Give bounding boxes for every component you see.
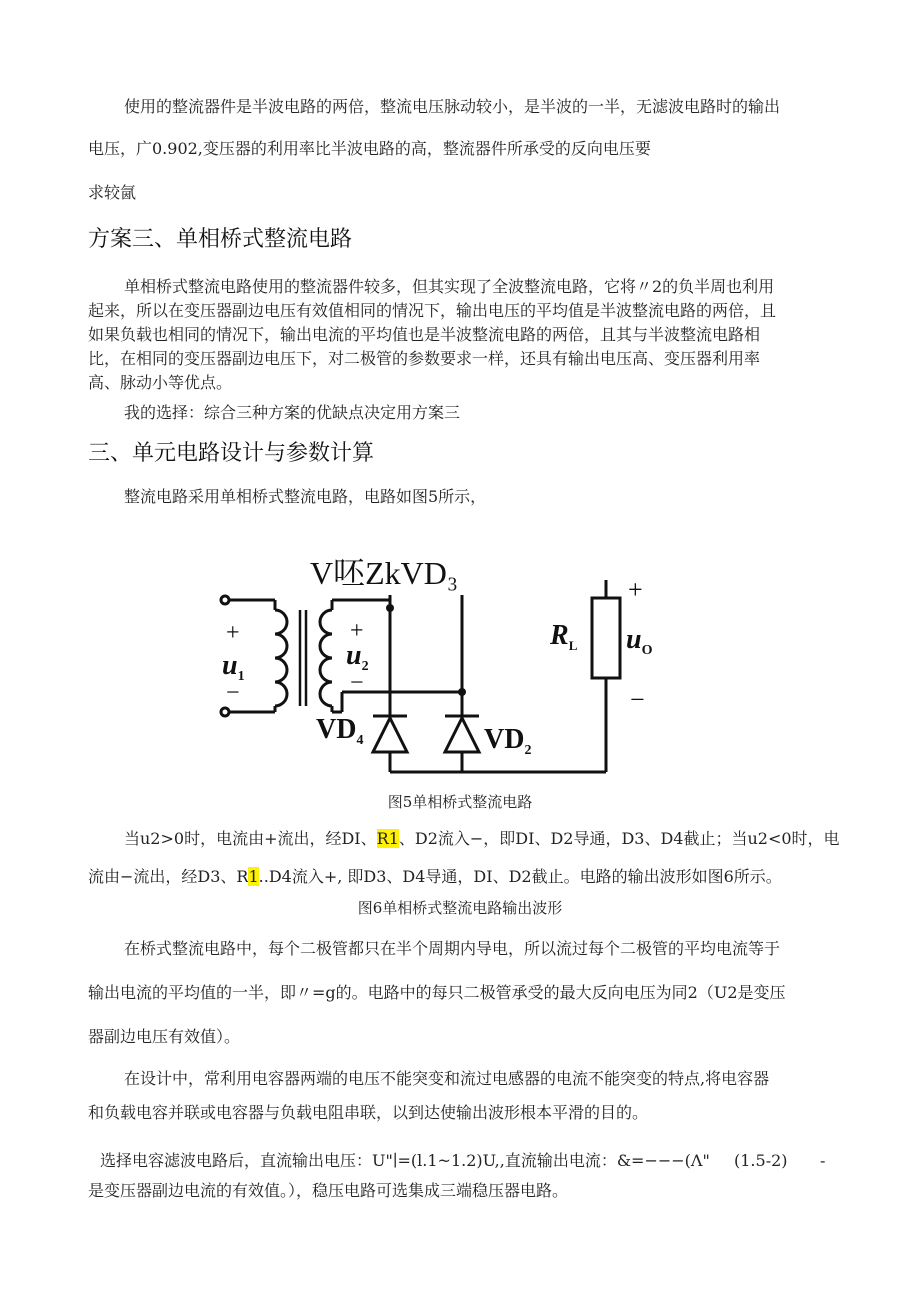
uo-minus: − — [630, 685, 645, 714]
circuit-top-label: V呸ZkVD₃ — [310, 555, 459, 591]
svg-text:VD4 — [316, 714, 363, 748]
figure-caption: 图5单相桥式整流电路 — [387, 793, 533, 811]
paragraph-line: 在设计中，常利用电容器两端的电压不能突变和流过电感器的电流不能突变的特点,将电容器 — [124, 1069, 770, 1088]
vd4-sub: 4 — [356, 733, 364, 748]
text-segment: 、D2流入−，即DI、D2导通，D3、D4截止；当u2<0时，电 — [398, 829, 840, 848]
paragraph-line: 使用的整流器件是半波电路的两倍，整流电压脉动较小，是半波的一半，无滤波电路时的输出 — [124, 97, 781, 116]
choice-text: 我的选择：综合三种方案的优缺点决定用方案三 — [124, 403, 461, 422]
paragraph-line: (1.5-2) — [734, 1151, 788, 1170]
figure-caption: 图6单相桥式整流电路输出波形 — [357, 899, 563, 917]
text-segment: 当u2>0时，电流由+流出，经DI、 — [124, 829, 377, 848]
svg-text:VD2 — [484, 724, 531, 758]
vd2-label: VD — [484, 724, 525, 755]
uo-label: u — [626, 624, 642, 655]
svg-text:uO — [626, 624, 653, 658]
paragraph-line: - — [820, 1151, 826, 1170]
u2-label: u — [346, 640, 362, 671]
u2-minus: − — [350, 670, 364, 696]
paragraph-line: 输出电流的平均值的一半，即〃=g的。电路中的每只二极管承受的最大反向电压为同2（U2是变压 — [88, 983, 786, 1002]
section-heading: 三、单元电路设计与参数计算 — [88, 441, 375, 466]
paragraph-line: 选择电容滤波电路后，直流输出电压：U"∣=(l.1~1.2)U,,直流输出电流：&=−−−(Λ" — [100, 1151, 710, 1170]
rl-sub: L — [568, 638, 578, 653]
u2-sub: 2 — [361, 659, 369, 674]
paragraph-line: 起来，所以在变压器副边电压有效值相同的情况下，输出电压的平均值是半波整流电路的两倍，且 — [88, 301, 777, 320]
paragraph-line: 和负载电容并联或电容器与负载电阻串联，以到达使输出波形根本平滑的目的。 — [88, 1103, 649, 1122]
paragraph-line: 求较氤 — [88, 183, 137, 202]
paragraph-line: 如果负载也相同的情况下，输出电流的平均值也是半波整流电路的两倍，且其与半波整流电路相 — [88, 325, 761, 344]
paragraph-line — [124, 828, 840, 850]
paragraph-line: 整流电路采用单相桥式整流电路，电路如图5所示， — [124, 487, 487, 506]
paragraph-line: 电压，广0.902,变压器的利用率比半波电路的高，整流器件所承受的反向电压要 — [88, 139, 651, 158]
vd4-label: VD — [316, 714, 357, 745]
text-segment: ..D4流入+, 即D3、D4导通，DI、D2截止。电路的输出波形如图6所示。 — [258, 867, 782, 886]
u1-sub: 1 — [237, 669, 245, 684]
u2-plus: + — [350, 618, 364, 644]
u1-minus: − — [226, 680, 240, 706]
paragraph-line: 单相桥式整流电路使用的整流器件较多，但其实现了全波整流电路，它将〃2的负半周也利用 — [124, 277, 775, 296]
u1-label: u — [222, 650, 238, 681]
uo-sub: O — [641, 643, 653, 658]
uo-plus: + — [628, 575, 643, 604]
rl-label: R — [550, 620, 569, 651]
paragraph-line: 在桥式整流电路中，每个二极管都只在半个周期内导电，所以流过每个二极管的平均电流等于 — [124, 939, 781, 958]
section-heading: 方案三、单相桥式整流电路 — [88, 227, 353, 252]
text-segment: 流由−流出，经D3、R — [88, 867, 249, 886]
svg-text:RL — [549, 620, 578, 653]
paragraph-line: 器副边电压有效值）。 — [88, 1027, 241, 1046]
paragraph-line: 比，在相同的变压器副边电压下，对二极管的参数要求一样，还具有输出电压高、变压器利用率 — [88, 349, 761, 368]
vd2-sub: 2 — [524, 743, 532, 758]
svg-text:u1 — [222, 650, 245, 684]
svg-text:u2 — [346, 640, 369, 674]
bridge-rectifier-diagram — [0, 540, 920, 800]
highlighted-text: R1 — [376, 829, 399, 848]
paragraph-line — [88, 866, 782, 888]
highlighted-text: 1 — [248, 867, 259, 886]
paragraph-line: 是变压器副边电流的有效值。），稳压电路可选集成三端稳压器电路。 — [88, 1181, 569, 1200]
u1-plus: + — [226, 620, 240, 646]
paragraph-line: 高、脉动小等优点。 — [88, 373, 233, 392]
